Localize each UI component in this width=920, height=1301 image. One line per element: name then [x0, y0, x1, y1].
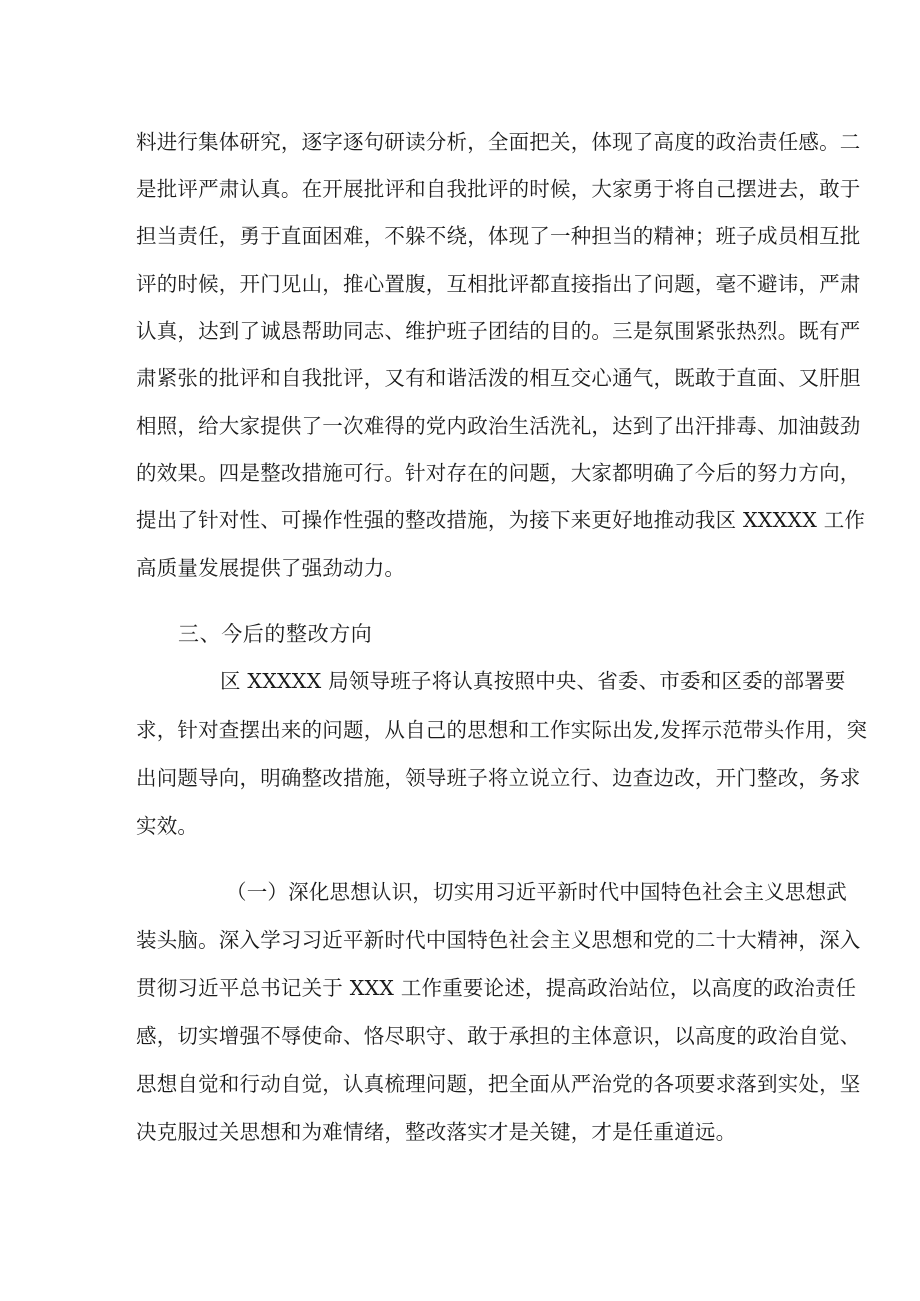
text-line: 决克服过关思想和为难情绪，整改落实才是关键，才是任重道远。	[136, 1120, 737, 1144]
text-line: 肃紧张的批评和自我批评，又有和谐活泼的相互交心通气，既敢于直面、又肝胆	[136, 366, 861, 390]
text-line: 思想自觉和行动自觉，认真梳理问题，把全面从严治党的各项要求落到实处，坚	[136, 1072, 861, 1096]
text-line: 求，针对查摆出来的问题，从自己的思想和工作实际出发,发挥示范带头作用，突	[136, 718, 868, 742]
text-line: 高质量发展提供了强劲动力。	[136, 556, 406, 580]
section-heading: 三、今后的整改方向	[178, 622, 373, 646]
text-line: 提出了针对性、可操作性强的整改措施，为接下来更好地推动我区 XXXXX 工作	[136, 508, 866, 532]
text-line: 相照，给大家提供了一次难得的党内政治生活洗礼，达到了出汗排毒、加油鼓劲	[136, 414, 861, 438]
text-line: 评的时候，开门见山，推心置腹，互相批评都直接指出了问题，毫不避讳，严肃	[136, 272, 861, 296]
text-line: 认真，达到了诚恳帮助同志、维护班子团结的目的。三是氛围紧张热烈。既有严	[136, 319, 861, 343]
text-line: 是批评严肃认真。在开展批评和自我批评的时候，大家勇于将自己摆进去，敢于	[136, 177, 861, 201]
text-line: （一）深化思想认识，切实用习近平新时代中国特色社会主义思想武	[226, 880, 847, 904]
text-line: 出问题导向，明确整改措施，领导班子将立说立行、边查边改，开门整改，务求	[136, 766, 861, 790]
text-line: 装头脑。深入学习习近平新时代中国特色社会主义思想和党的二十大精神，深入	[136, 928, 861, 952]
text-line: 贯彻习近平总书记关于 XXX 工作重要论述，提高政治站位，以高度的政治责任	[136, 976, 857, 1000]
text-line: 担当责任，勇于直面困难，不躲不绕，体现了一种担当的精神；班子成员相互批	[136, 224, 861, 248]
text-line: 实效。	[136, 814, 199, 838]
text-line: 区 XXXXX 局领导班子将认真按照中央、省委、市委和区委的部署要	[220, 669, 846, 693]
text-line: 感，切实增强不辱使命、恪尽职守、敢于承担的主体意识，以高度的政治自觉、	[136, 1024, 861, 1048]
text-line: 料进行集体研究，逐字逐句研读分析，全面把关，体现了高度的政治责任感。二	[136, 130, 861, 154]
text-line: 的效果。四是整改措施可行。针对存在的问题，大家都明确了今后的努力方向，	[136, 461, 861, 485]
